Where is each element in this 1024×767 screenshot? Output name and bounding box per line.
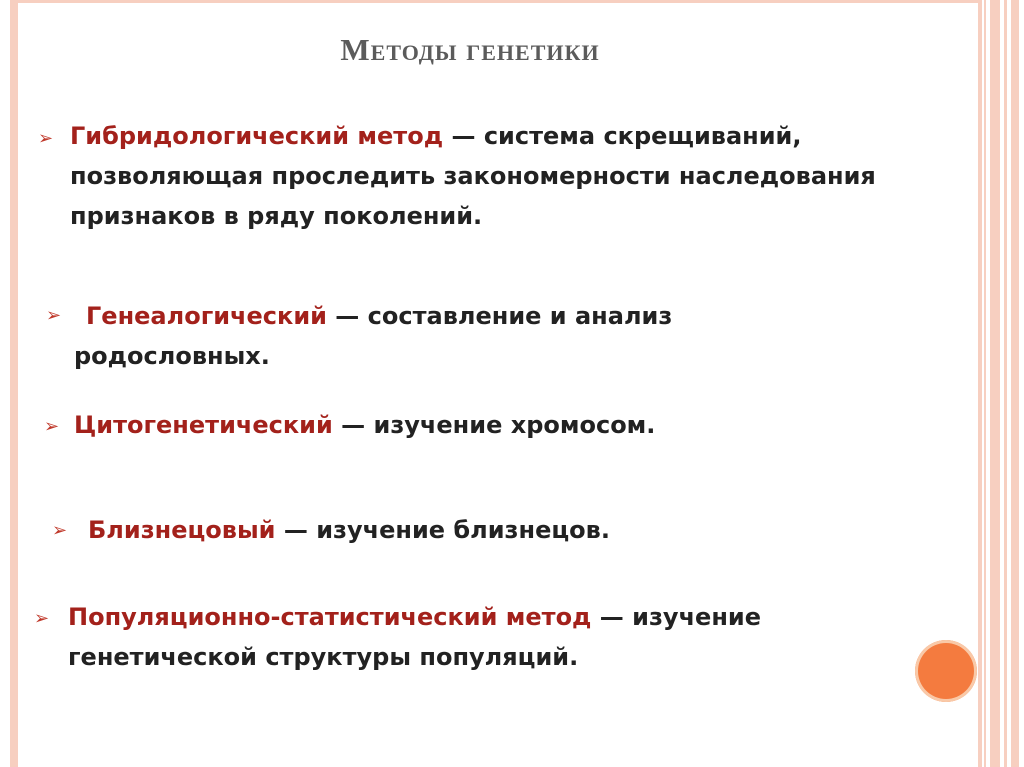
list-item <box>74 405 914 445</box>
item-dash: — <box>326 302 368 330</box>
arrowhead-bullet-icon: ➢ <box>46 305 62 326</box>
item-dash: — <box>332 411 374 439</box>
item-dash: — <box>591 603 633 631</box>
item-term: Гибридологический метод <box>70 122 444 150</box>
frame-right-stripes <box>978 0 1024 767</box>
item-term: Генеалогический <box>86 302 327 330</box>
item-text: составление и анализ родословных. <box>74 302 673 370</box>
item-text: изучение хромосом. <box>373 411 656 439</box>
arrowhead-bullet-icon: ➢ <box>52 520 68 541</box>
page-title: Методы генетики <box>340 32 600 67</box>
item-dash: — <box>443 122 484 150</box>
frame-top-border <box>10 0 982 3</box>
item-text: изучение генетической структуры популяций. <box>68 603 762 671</box>
item-text: изучение близнецов. <box>316 516 610 544</box>
item-dash: — <box>275 516 317 544</box>
item-term: Близнецовый <box>88 516 276 544</box>
list-item <box>88 510 908 550</box>
list-item <box>68 597 918 677</box>
arrowhead-bullet-icon: ➢ <box>44 416 60 437</box>
arrowhead-bullet-icon: ➢ <box>34 608 50 629</box>
frame-left-border <box>10 0 18 767</box>
item-term: Популяционно-статистический метод <box>68 603 592 631</box>
arrowhead-bullet-icon: ➢ <box>38 128 54 149</box>
list-item <box>70 116 930 236</box>
list-item <box>74 296 794 376</box>
item-text: система скрещиваний, позволяющая проследить закономерности наследования признаков в ряду поколений. <box>70 122 876 230</box>
item-term: Цитогенетический <box>74 411 333 439</box>
orange-circle-icon <box>915 640 977 702</box>
